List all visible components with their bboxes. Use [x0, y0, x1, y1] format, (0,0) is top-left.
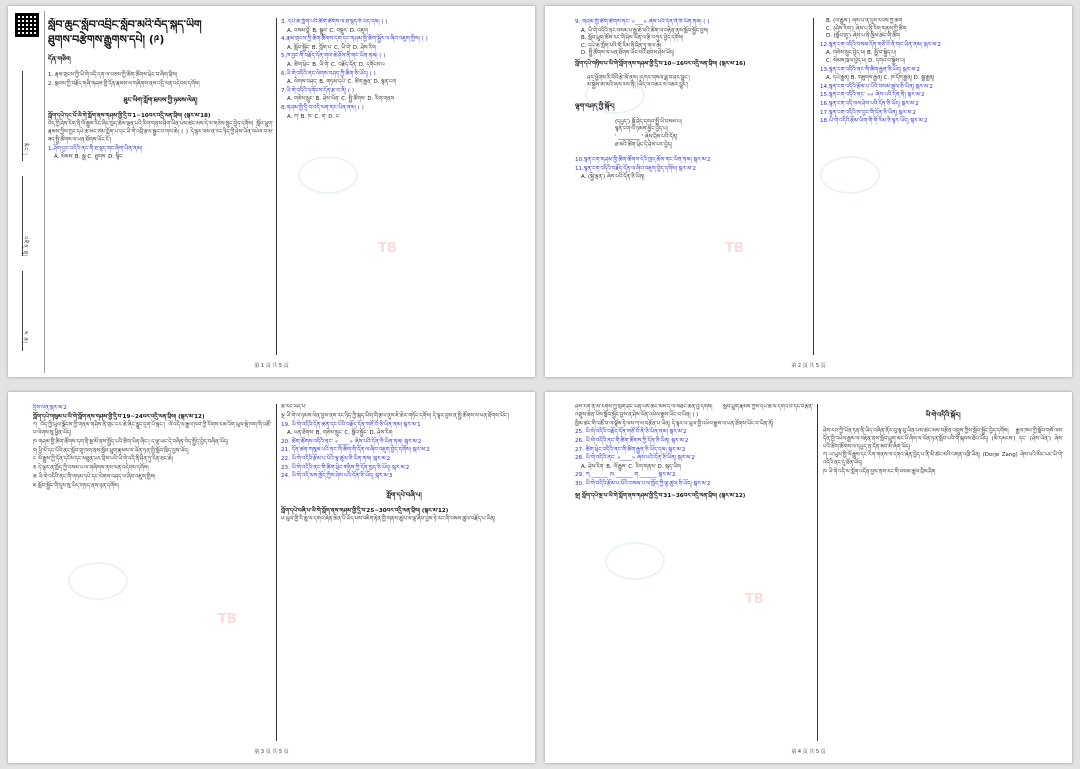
doc-title-line1: སློབ་ཆུང་སློབ་འབྲིང་སློབ་མའི་བོད་སྐད་ཡིག — [48, 18, 202, 31]
paragraph-2: ཁྱིམ་ཚང་གི་འཚོ་བ་ལ་ལྟོས་ཏེ་ལས་ཀ་ལ་བརྩོན་པ་ཡིན། དེ་ལྟར་ཕ་ཡུལ་གྱི་འཕེལ་རྒྱས་ལ་ཕན་ཐོགས་ཡོང་བ་ཡིན་ནོ། — [575, 420, 774, 427]
score-note: དྲིས་ལན་སྐར་མ་2 — [33, 405, 67, 411]
page2-left-column — [575, 18, 810, 355]
q9-option-c: C. དཔེ་ཆ་ཀློག་པའི་གོ་རིམ་ནི་ཤིན་ཏུ་གལ་ཆེ། — [581, 42, 662, 49]
section-heading: ཡི་གེ་འདིའི་སྐོར། — [925, 411, 961, 419]
question-21: 21. དོན་ཚན་གསུམ་པའི་ནང་གི་ཚིག་གི་དོན་ལ་ཞིབ་འཇུག་བྱེད་དགོས། སྐར་མ་2 — [281, 447, 430, 454]
question-10: 10.སྙན་ངག་གཤམ་གྱི་ཚིག་ཚོགས་དེའི་ཁྱད་ཆོས་གང་ཡིན་ནམ། སྐར་མ་2 — [575, 157, 711, 164]
question-3-options: A. བསམ་བློ་ B. སྒྲུབ་ C. བསྡུར་ D. འཇུག — [287, 27, 368, 34]
question-7-options: A. གཅེས་སྲུང་ B. ཤེས་ཡོན་ C. སྤྱི་ཚོགས་ D. རིག་གནས — [287, 96, 395, 103]
question-14: 14.སྙན་ངག་འདིའི་རྩོམ་པ་པོའི་བསམ་ཚུལ་ཅི་ཡིན། སྐར་མ་2 — [820, 83, 933, 90]
reading-heading: ཐུང་ཡིག་ཀློག་ཐབས་ཀྱི་ཉམས་ལེན། — [123, 95, 198, 104]
watermark-tb: TB — [745, 592, 764, 607]
page-3 — [8, 392, 535, 763]
question-22: 22. ཡི་གེ་འདིའི་རྩོམ་པ་པོའི་ལྟ་ཚུལ་ཅི་ཡིན་ནམ། སྐར་མ་2 — [281, 455, 391, 462]
paragraph-4: ང ལོ་རྒྱུས་ཀྱི་དོན་དངོས་དང་མཐུན་པར་བྲིས་པའི་ཡི་གེ་འདི་ནི་ཤིན་ཏུ་རིན་ཐང་ཆེ། — [33, 456, 173, 463]
q9-option-d: D. སྤྱི་ཚོགས་ལ་ཕན་ཐོགས་ཡོང་བའི་ཐབས་ཤེས་ཡོད། — [581, 50, 675, 57]
question-24: 24. ཡི་གེ་འདི་ལས་ཁྱོད་ཀྱིས་ཤེས་པའི་དོན་ཅི་ཡོད། སྐར་མ་3 — [281, 473, 393, 480]
question-12: 12.སྙན་ངག་འདིའི་བསམ་དོན་གཙོ་བོ་ནི་གང་ཡིན་ནམ། སྐར་མ་2 — [820, 41, 941, 48]
passage-3-title: ཀློག་དཔེ་གསུམ་པ་ཡི་གེ་ཀློག་ནས་གཤམ་གྱི་དྲི་བ་19~24བར་འདྲི་ལན་བྲིས། (སྐར་མ་12) — [33, 413, 205, 420]
page2-right-column — [820, 18, 1062, 355]
question-5-options: A. ཚིག་ཕྲེང་ B. ཡི་གེ་ C. བརྗོད་དོན་ D. དགོངས་པ — [287, 61, 385, 68]
q12-options-1: A. གཅེས་སྲུང་བྱེད་པ། B. སྤྲོ་བ་སྐྱེད་པ། — [826, 50, 896, 57]
question-4: 4.རྣམ་གྲངས་ཀྱི་ཚིག་ཚོགས་དག་དང་གཤམ་གྱི་ཚིག་སྦྱོར་ལ་ཞིབ་འཇུག་གྱིས། ( ) — [281, 36, 428, 43]
instruction-2: 2. སྐབས་ཀྱི་བརྗོད་གཞི་གཤམ་གྱི་དོན་རྣམས་ལ་གཞིགས་ནས་འདྲི་ལན་འདེབས་དགོས། — [48, 80, 200, 87]
passage-4-paragraph: ཕ་ཡུལ་གྱི་རི་ཆུ་ལ་དགའ་ཞེན་ཆེན་པོ་ཡོད་པས་འཇིག་རྟེན་གྱི་གནས་ཚུལ་ལ་ལྟ་ཞིབ་བྱས་ཏེ་རང་གི་བསམ་ཚུལ་བརྗོད་པ་ཡིན། — [281, 516, 496, 523]
q13-options: A. དཔེ་རྒྱན། B. གཟུགས་རྒྱན། C. ཁ་དོག་རྒྱན། D. སྒྲ་རྒྱན། — [826, 75, 935, 82]
doc-title-line2: ཐུགས་བརྩེགས་རྒྱུགས་དཔེ། (༩) — [48, 33, 165, 46]
paragraph-5: ཁ ཡི་གེ་འདི་ལ་ཀློག་འདོན་བྱས་ནས་རང་གི་བསམ་ཚུལ་བྲིས་ཤིག — [823, 468, 936, 475]
question-30: 30. ཡི་གེ་འདིའི་རྩོམ་པ་པོའི་བསམ་པ་ལ་ཁྱོད་ཀྱི་ལྟ་ཚུལ་ཅི་ཡོད། སྐར་མ་2 — [575, 480, 711, 487]
question-27: 27. ཚིག་ཕྲེང་འདིའི་ནང་གི་ཚིག་རྒྱན་ཅི་ཡོད་དམ། སྐར་མ་2 — [575, 446, 686, 453]
question-8-options: A. ཀ་ B. ཁ་ C. ག་ D. ང་ — [287, 113, 341, 120]
q9-option-b: B. སློབ་ཕྲུག་ཚོས་རང་གི་ཤེས་ཡོན་ལ་རྩི་བཀུར་བྱེད་དགོས། — [581, 35, 684, 42]
paragraph-7: ཇ སློབ་སྦྱོང་གི་དུས་སུ་ཡིད་གཏད་ནས་ཉན་དགོས། — [33, 482, 119, 489]
class-label: འཛིན་གྲྭ། — [22, 236, 28, 258]
passage-2-title: ཀློག་དཔེ་གཉིས་པ་ཡི་གེ་ཀློག་ནས་གཤམ་གྱི་དྲི་བ་10~16བར་འདྲི་ལན་བྲིས། (སྐར་མ་16) — [575, 60, 746, 67]
analysis-line-4: ཐ་མའི་ཚིག་ཕྲེང་དེ་ཤེས་པར་བྱེད། — [615, 141, 672, 148]
question-5: 5.ཁ་བྱང་གི་བརྗོད་དོན་གལ་ཆེ་ཤོས་ནི་གང་ཡིན་ནམ། ( ) — [281, 53, 386, 60]
question-3: 3. དཔེ་ཆ་ཀློག་པའི་ཚིག་ཚོགས་ལ་ཐ་སྙད་ཅི་ཡོད་དམ། ( ) — [281, 19, 388, 25]
page-number: 第 2 页 共 5 页 — [791, 363, 826, 369]
passage-paragraph: བོད་ཀྱི་ཤེས་རིག་ནི་ལོ་རྒྱུས་རིང་ཞིང་ཁྱད་ཆོས་ལྡན་པའི་རིག་གནས་ཤིག་ཡིན་པས་ཚང་མས་དེ་ལ་གཅེས་སྲུང་བྱེད་དགོས། སློབ་ཕྲུག་རྣམས་ཀྱིས་ཀྱང་དཔེ་ཆ་མང་ཙམ་ཀློག་པ་དང་ཡི་གེ་འབྲི་རྩལ་སྦྱང་བ་གལ་ཆེ། ( ) དེ་ལྟར་ལས་ན་རང་ཉིད་ཀྱི་ཤེས་ཡོན་འཕེལ་བ་མ་ཟད་སྤྱི་ཚོགས་ལ་ཕན་ཐོགས་ཡོང་ངོ་། — [48, 121, 273, 143]
question-7: 7.ཡི་གེ་འདིའི་དགོངས་དོན་རྩ་བ་ནི། ( ) — [281, 87, 355, 94]
column-divider — [813, 18, 814, 355]
binding-sidebar — [10, 11, 45, 373]
paragraph-3: ག ཕྱི་ལོ་དང་པོའི་ནང་སློབ་གྲྭ་ཁག་ནས་སློབ་ཕྲུག་རྣམས་ལ་ཡོན་ཏན་གྱི་སློབ་ཁྲིད་བྱས་ཡོད། — [33, 447, 189, 454]
instruction-1: 1. རྣམ་གྲངས་ཀྱི་ཡི་གེ་འདི་དག་ལ་བཅས་ཀྱི་ཚིག་ཚོགས་ཕྲེང་བ་ཞིག་བྲིས། — [48, 72, 178, 78]
q11-option-d: D. (སློབ་གྲྭ་) ཞེས་པ་ནི་ཁྱིམ་ཚང་གི་ཚིག — [826, 33, 900, 40]
question-11-option: A. (སྐྱེ་ལྡན་) ཞེས་པའི་དོན་ཅི་ཡིན། — [581, 174, 645, 181]
page-1 — [8, 6, 535, 377]
analysis-line-1: (དཔྱད་) སྐྱོ་ཤེད་དགའ་སྤྲོ་ཡི་བསམ་པ། — [615, 118, 682, 125]
page3-right-column — [281, 404, 527, 741]
question-18: 18.ཡི་གེ་འདིའི་རྩོམ་ཡིག་གི་གོ་རིམ་ཅི་ལྟར་ཡོད། སྐར་མ་2 — [820, 118, 928, 125]
analysis-line-3: ' ________ ' ཞེས་བྲིས་པའི་དོན། — [615, 133, 678, 140]
column-divider — [817, 404, 818, 741]
q11-option-b: B. (ལོ་རྒྱུས་) ཞེས་པ་ནི་དུས་རབས་ཀྱི་ཚིག — [826, 18, 903, 24]
page1-right-column — [281, 18, 527, 355]
paragraph-2: ཁ གཤམ་གྱི་ཚིག་ཚོགས་དག་ནི་སྔ་མོ་ནས་སྤྱོད་པའི་ཚིག་ཡིན་ཞིང་། ད་ལྟ་ཡང་དེ་བཞིན་བེད་སྤྱོད་བྱེད་བཞིན་ཡོད། — [33, 438, 228, 445]
question-13: 13.སྙན་ངག་འདིའི་ནང་གི་ཚིག་རྒྱན་ཅི་ཡོད། སྐར་མ་2 — [820, 66, 920, 73]
q28-options: A. ཤེས་རིག་ B. ལོ་རྒྱུས་ C. རིག་གནས་ D. སྐད་ཡིག — [581, 463, 681, 470]
page-4 — [545, 392, 1072, 763]
page3-left-column — [33, 404, 271, 741]
q19-options: A. ཕན་ཐོགས་ B. གཅེས་སྲུང་ C. སློབ་སྦྱོང་ D. ཤེས་རིག — [287, 430, 393, 437]
question-20: 20. ཚིག་ཚོགས་འདིའི་ནང་ «____» ཞེས་པའི་དོན་ཅི་ཡིན་ནམ། སྐར་མ་2 — [281, 438, 422, 445]
continued-text: ཚེ་རིང་ཡོད་པ་ — [281, 404, 307, 410]
place-label: ས་ཆ། — [22, 331, 28, 345]
watermark-tb: TB — [378, 241, 397, 256]
passage-4-title: ཀློག་དཔེ་བཞི་པ་ཡི་གེ་ཀློག་ནས་གཤམ་གྱི་དྲི་བ་25~30བར་འདྲི་ལན་བྲིས། (སྐར་མ་12) — [281, 507, 449, 514]
paragraph-3: ཤེས་རབ་ཀྱི་ཡོན་ཏན་ནི་ཡིད་བཞིན་ནོར་བུ་ལྟ་བུ་ཡིན་པས་ཚང་མས་བརྩོན་འགྲུས་ཀྱིས་སློབ་སྦྱོང་བྱེད་དགོས། རྒྱལ་ཁབ་ཀྱི་སློབ་གསོ་ལས་དོན་གྱི་འཕེལ་རྒྱས་ལ་བརྟེན་ནས་སློབ་ཕྲུག་མང་པོ་ཞིག་ལ་ཡོན་ཏན་སློབ་པའི་གོ་སྐབས་ཐོབ་ཡོད། (མི་དམངས་) དང་ (ཤེས་ཡོན་) ཞེས་པའི་ཚིག་ཚོགས་ལ་དཔྱད་ན་དོན་ཟབ་མོ་ཞིག་ཡོད། — [823, 428, 1063, 450]
analysis-line-2: སྙན་ངག་ལ་ཉམས་མྱོང་བྱེད་པ། — [615, 126, 668, 133]
column-divider — [276, 18, 277, 355]
q9-option-a: A. ཡི་གེ་འདིའི་ནང་བསམ་པ་རྒྱ་ཆེ་བའི་ཚིག་ལ་བརྟེན་ནས་སློབ་སྦྱོང་བྱས། — [581, 27, 709, 34]
q11-option-c: C. (ཤེས་རིག་) ཞེས་པ་ནི་རིག་གནས་ཀྱི་ཚིག — [826, 25, 907, 32]
question-8: 8.གཤམ་གྱི་དྲི་བ་འདི་ལན་གང་ཡིན་ནམ། ( ) — [281, 104, 364, 111]
watermark-tb: TB — [725, 241, 744, 256]
q12-options-2: C. སེམས་ཁྲལ་བྱེད་པ། D. དགའ་བ་སྐྱེས་པ། — [826, 57, 905, 64]
question-17: 17.སྙན་ངག་འདིའི་ཁ་བྱང་གི་དོན་ཅི་ཡིན། སྐར་མ་2 — [820, 109, 916, 116]
passage-title: ཀློག་དཔེ་དང་པོ་ཡི་གེ་ཀློག་ནས་གཤམ་གྱི་དྲི་བ་1~10བར་འདྲི་ལན་བྲིས། (སྐར་མ་18) — [48, 112, 211, 119]
poem-line-2: མ་སྐྱེས་ཨ་མའི་ཞལ་རས་ནི། །ཡིད་ལ་འཆར་ལ་འཆར་བྱུང་། — [587, 82, 689, 89]
question-1-options: A. སེམས་ B. སྒྲ C. ཐུགས་ D. སྙིང་ — [54, 154, 124, 161]
question-6-options: A. ལེགས་བཤད་ B. གཏམ་དཔེ་ C. ཚིག་རྒྱན་ D. སྙན་ངག — [287, 79, 397, 86]
question-16: 16.སྙན་ངག་འདི་ལས་ཤེས་པའི་དོན་ཅི་ཡོད། སྐར་མ་2 — [820, 100, 919, 107]
question-9: 9. གཤམ་གྱི་ཚིག་ཚོགས་ནང་ «___» ཞེས་པའི་དོན་ནི་ཅི་ཡིན་ནམ། ( ) — [575, 19, 710, 25]
question-6: 6.ཡི་གེ་འདིའི་ནང་ལེགས་བཤད་ཀྱི་ཚིག་ཅི་ཡོད། ( ) — [281, 70, 376, 77]
page1-left-column — [48, 18, 273, 355]
question-1: 1.ཤོག་བྱང་འདིའི་ནང་གི་ཐ་སྙད་གང་ཞིག་ཡིན་ནམ། — [48, 145, 143, 152]
question-25: 25. ཡི་གེ་འདིའི་བརྗོད་དོན་གཙོ་བོ་ནི་ཅི་ཡིན་ནམ། སྐར་མ་2 — [575, 429, 687, 436]
section-title: དོན་གཅིག — [48, 55, 71, 63]
question-26: 26. ཡི་གེ་འདིའི་ནང་གི་ཚིག་ཚོགས་ཀྱི་དོན་ཅི་ཡིན། སྐར་མ་2 — [575, 437, 689, 444]
page-number: 第 1 页 共 5 页 — [254, 363, 289, 369]
page4-right-column — [823, 404, 1063, 741]
page-number: 第 3 页 共 5 页 — [254, 749, 289, 755]
paragraph-1: ཀ བོད་ཀྱི་ཡུལ་ལྗོངས་ཀྱི་གནམ་གཤིས་ནི་གྲང་ངར་ཆེ་ཞིང་རླུང་དྲག་པོ་ལྡང་། ལོ་འདི་ལ་རྒྱལ་ཁབ་ཀྱི་རོགས་རམ་འོག་ཡུལ་སྡེ་ཁག་གི་འཚོ་བ་ལེགས་སུ་ཕྱིན་ཡོད། — [33, 422, 271, 436]
question-19: 19. ཡི་གེ་འདིའི་དོན་ཚན་དང་པོའི་བརྗོད་དོན་གཙོ་བོ་ཅི་ཡིན་ནམ། སྐར་མ་1 — [281, 421, 421, 428]
name-label: མིང་། — [22, 143, 28, 156]
column-divider — [276, 404, 277, 741]
question-15: 15.སྙན་ངག་འདིའི་ནང་ «» ཞེས་པའི་དོན་ནི། སྐར་མ་2 — [820, 92, 925, 99]
page4-left-column — [575, 404, 813, 741]
passage-5-title: ལྔ། ཀློག་དཔེ་ལྔ་པ་ཡི་གེ་ཀློག་ནས་གཤམ་གྱི་དྲི་བ་31~36བར་འདྲི་ལན་བྲིས། (སྐར་མ་12) — [575, 492, 746, 499]
question-23: 23. ཡི་གེ་འདིའི་ནང་གི་ཚིག་ཕྲེང་གཉིས་ཀྱི་དོན་ཁྱད་ཅི་ཡོད། སྐར་མ་2 — [281, 464, 410, 471]
page-number: 第 4 页 共 5 页 — [791, 749, 826, 755]
analysis-heading: ལྷག་བཤད་ཀྱི་སྐོར། — [575, 101, 615, 110]
paragraph-5: ཅ དེ་ལྟར་ན་ཁྱོད་ཀྱི་བསམ་པ་ལ་གཞིགས་ནས་ལན་འདེབས་དགོས། — [33, 465, 149, 472]
page-2 — [545, 6, 1072, 377]
poem-line-1: ཤར་ཕྱོགས་རི་བོའི་རྩེ་མོ་ནས། །དཀར་གསལ་ཟླ་བ་ཤར་བྱུང་། — [587, 74, 690, 81]
question-29: 29. ཀ.______ ཁ.______ ག.______ སྐར་མ་2 — [575, 472, 676, 479]
continued-paragraph: ལྔ ཡི་གེ་ལ་ཉམས་ལེན་བྱས་ནས་རང་ཉིད་ཀྱི་སྐད་ཡིག་གི་རྩལ་ནུས་ཇེ་ཆེར་གཏོང་དགོས། དེ་ལྟར་བྱས་ན་སྤྱི་ཚོགས་ལ་ཕན་ཐོགས་ཡོང་། — [281, 412, 510, 419]
paragraph-1: ཤེས་རིག་ནི་མི་རིགས་ཀྱི་སྲོག་ཤིང་ཡིན་པས་ཚང་མས་དེ་ལ་མཐོང་ཆེན་བྱ་དགོས། སློབ་ཕྲུག་རྣམས་ཀྱིས་དཔེ་ཆ་ལ་དགའ་བ་དང་བརྩོན་འགྲུས་ཆེན་པོས་སློབ་སྦྱོང་བྱས་ན་ཤེས་ཡོན་འཕེལ་རྒྱས་ཡོང་བ་ཡིན། ( ) — [575, 404, 813, 418]
passage-4-heading: ཀློག་དཔེ་བཞི་པ། — [386, 490, 422, 499]
watermark-tb: TB — [218, 612, 237, 627]
qr-code-icon — [15, 13, 39, 37]
question-4-options: A. སློབ་སྦྱོང་ B. ཀློག་པ་ C. ཡི་གེ་ D. ཤེས་རིག — [287, 44, 376, 51]
question-28: 28. ཡི་གེ་འདིའི་ནང་ «____» ཞེས་པའི་དོན་ཅི་ཡིན། སྐར་མ་2 — [575, 455, 695, 462]
question-11: 11.སྙན་ངག་འདིའི་བརྗོད་དོན་ལ་ཞིབ་འཇུག་བྱེད་དགོས། སྐར་མ་2 — [575, 165, 696, 172]
paragraph-6: ཆ ཡི་གེ་འདིའི་ནང་གི་གཏམ་དཔེ་དང་ལེགས་བཤད་ལ་ཞིབ་འཇུག་གྱིས། — [33, 473, 156, 480]
paragraph-4: ཀ ཕ་ཡུལ་གྱི་ལོ་རྒྱུས་དང་རིག་གནས་ལ་དགའ་ཞེན་བྱེད་པ་ནི་མི་ཚང་མའི་འགན་འཁྲི་ཡིན། (Dorje Zang) ཞེས་པའི་མིང་ཡང་ཡི་གེ་འདིའི་ནང་དུ་ཐོན་ཡོད། — [823, 452, 1063, 467]
